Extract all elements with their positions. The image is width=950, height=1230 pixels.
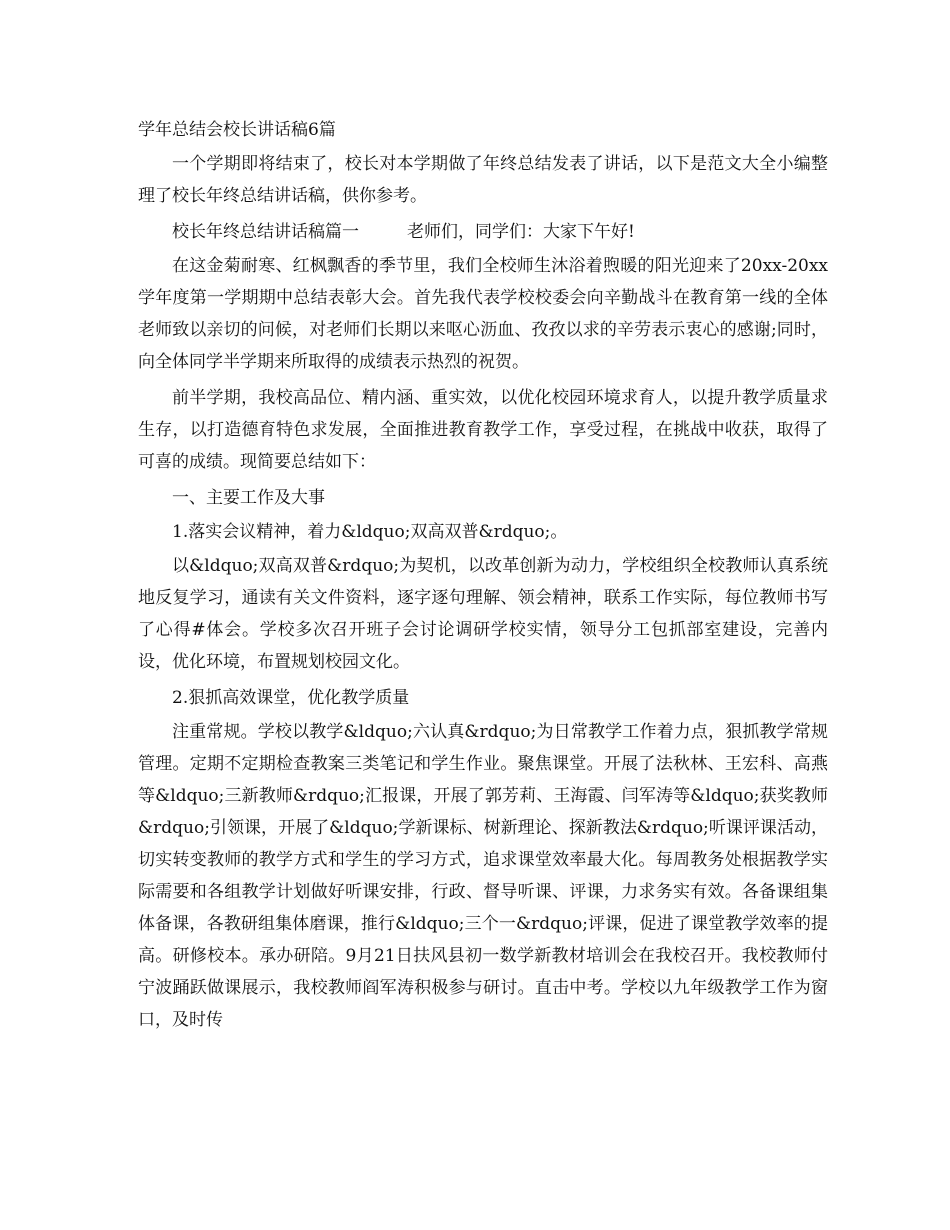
- section-subheading: 一、主要工作及大事: [172, 488, 325, 508]
- body-paragraph: 以&ldquo;双高双普&rdquo;为契机，以改革创新为动力，学校组织全校教师认真系统地反复学习，通读有关文件资料，逐字逐句理解、领会精神，联系工作实际，每位教师书写了心得#体会。学校多次召开班子会讨论调研学校实情，领导分工包抓部室建设，完善内设，优化环境，布置规划校园文化。: [138, 556, 828, 672]
- document-title: 学年总结会校长讲话稿6篇: [138, 120, 336, 140]
- document-body: [138, 114, 828, 1040]
- item-heading: 2.狠抓高效课堂，优化教学质量: [172, 688, 410, 708]
- body-paragraph: 前半学期，我校高品位、精内涵、重实效，以优化校园环境求育人，以提升教学质量求生存，以打造德育特色求发展，全面推进教育教学工作，享受过程，在挑战中收获，取得了可喜的成绩。现简要总结如下：: [138, 388, 828, 472]
- item-heading: 1.落实会议精神，着力&ldquo;双高双普&rdquo;。: [172, 522, 568, 542]
- greeting: 老师们，同学们：大家下午好!: [407, 222, 635, 242]
- intro-paragraph: 一个学期即将结束了，校长对本学期做了年终总结发表了讲话，以下是范文大全小编整理了校长年终总结讲话稿，供你参考。: [138, 154, 828, 206]
- section-heading: 校长年终总结讲话稿篇一: [172, 222, 359, 242]
- section-heading-line: [138, 216, 828, 248]
- body-paragraph: 注重常规。学校以教学&ldquo;六认真&rdquo;为日常教学工作着力点，狠抓教学常规管理。定期不定期检查教案三类笔记和学生作业。聚焦课堂。开展了法秋林、王宏科、高燕等&ldquo;三新教师&rdquo;汇报课，开展了郭芳莉、王海霞、闫军涛等&ldquo;获奖教师&rdquo;引领课，开展了&ldquo;学新课标、树新理论、探新教法&rdquo;听课评课活动，切实转变教师的教学方式和学生的学习方式，追求课堂效率最大化。每周教务处根据教学实际需要和各组教学计划做好听课安排，行政、督导听课、评课，力求务实有效。各备课组集体备课，各教研组集体磨课，推行&ldquo;三个一&rdquo;评课，促进了课堂教学效率的提高。研修校本。承办研陪。9月21日扶风县初一数学新教材培训会在我校召开。我校教师付宁波踊跃做课展示，我校教师阎军涛积极参与研讨。直击中考。学校以九年级教学工作为窗口，及时传: [138, 722, 828, 1030]
- body-paragraph: 在这金菊耐寒、红枫飘香的季节里，我们全校师生沐浴着煦暖的阳光迎来了20xx-20xx学年度第一学期期中总结表彰大会。首先我代表学校校委会向辛勤战斗在教育第一线的全体老师致以亲切的问候，对老师们长期以来呕心沥血、孜孜以求的辛劳表示衷心的感谢;同时，向全体同学半学期来所取得的成绩表示热烈的祝贺。: [138, 256, 828, 372]
